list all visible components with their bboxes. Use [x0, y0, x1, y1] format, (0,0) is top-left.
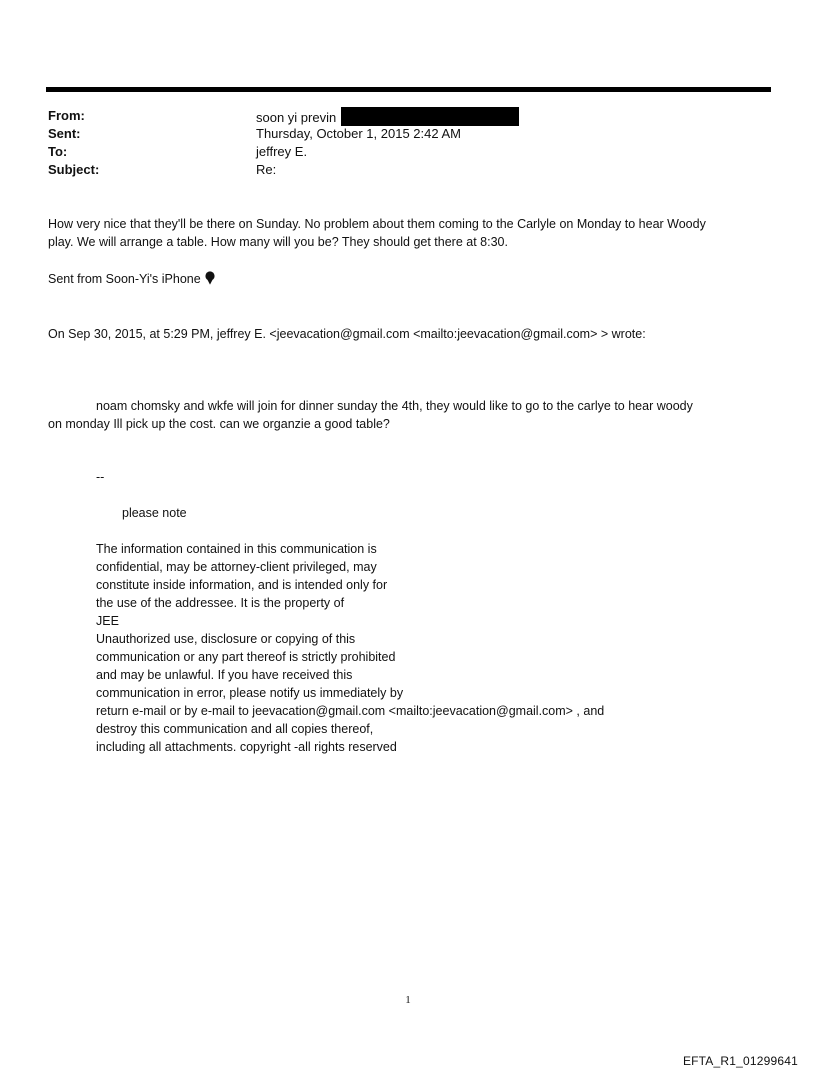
signature-line — [48, 270, 215, 288]
to-label: To: — [48, 144, 68, 159]
disclaimer-line: confidential, may be attorney-client privileged, may — [96, 560, 377, 574]
quote-header: On Sep 30, 2015, at 5:29 PM, jeffrey E. <jeevacation@gmail.com <mailto:jeevacation@gmail.com> > wrote: — [48, 327, 646, 341]
disclaimer-line: constitute inside information, and is intended only for — [96, 578, 388, 592]
header-divider — [46, 87, 771, 92]
to-value: jeffrey E. — [256, 144, 308, 159]
disclaimer-line: destroy this communication and all copies thereof, — [96, 722, 374, 736]
redaction-box — [341, 107, 519, 126]
disclaimer-line: and may be unlawful. If you have received this — [96, 668, 353, 682]
sender-name: soon yi previn — [256, 110, 337, 125]
quoted-line-2: on monday Ill pick up the cost. can we organzie a good table? — [48, 417, 390, 431]
from-value — [256, 107, 519, 127]
document-id: EFTA_R1_01299641 — [682, 1054, 798, 1068]
sent-value: Thursday, October 1, 2015 2:42 AM — [256, 126, 461, 141]
sent-row — [48, 125, 768, 143]
disclaimer-line: the use of the addressee. It is the property of — [96, 596, 345, 610]
signature-separator: -- — [96, 470, 105, 484]
disclaimer-line: communication in error, please notify us immediately by — [96, 686, 404, 700]
from-label: From: — [48, 108, 85, 123]
reply-line-1: How very nice that they'll be there on Sunday. No problem about them coming to the Carlyle on Monday to hear Woody — [48, 217, 706, 231]
sent-label: Sent: — [48, 126, 81, 141]
subject-label: Subject: — [48, 162, 100, 177]
reply-line-2: play. We will arrange a table. How many will you be? They should get there at 8:30. — [48, 235, 508, 249]
disclaimer-line: Unauthorized use, disclosure or copying of this — [96, 632, 356, 646]
disclaimer-heading: please note — [122, 506, 187, 520]
pin-icon — [205, 271, 215, 285]
signature-text: Sent from Soon-Yi's iPhone — [48, 272, 201, 286]
disclaimer-line: JEE — [96, 614, 119, 628]
disclaimer-line: The information contained in this communication is — [96, 542, 377, 556]
disclaimer-line: including all attachments. copyright -all rights reserved — [96, 740, 397, 754]
to-row — [48, 143, 768, 161]
quoted-line-1: noam chomsky and wkfe will join for dinner sunday the 4th, they would like to go to the carlye to hear woody — [96, 399, 693, 413]
page-number: 1 — [405, 994, 411, 1006]
disclaimer-line: communication or any part thereof is strictly prohibited — [96, 650, 396, 664]
subject-value: Re: — [256, 162, 277, 177]
from-row — [48, 107, 768, 125]
subject-row — [48, 161, 768, 179]
disclaimer-line: return e-mail or by e-mail to jeevacation@gmail.com <mailto:jeevacation@gmail.com> , and — [96, 704, 605, 718]
